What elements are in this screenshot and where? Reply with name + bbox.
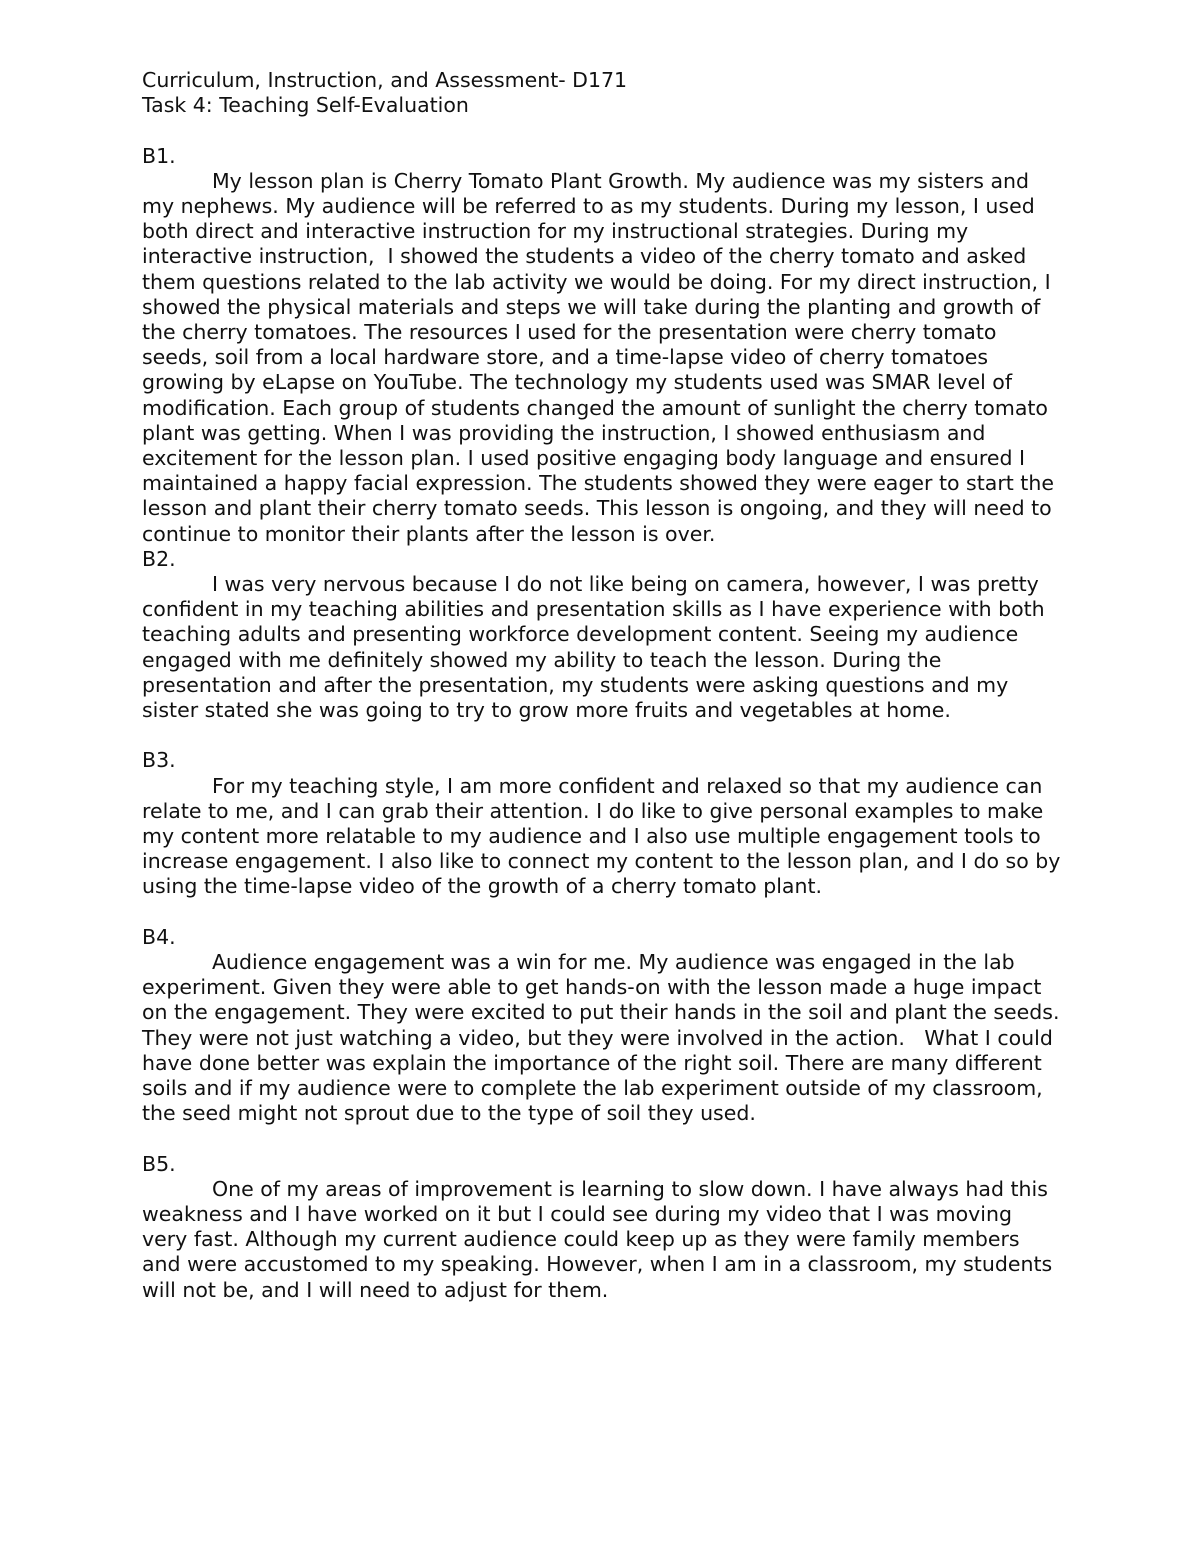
spacer bbox=[142, 1126, 1062, 1151]
section-text-b1: My lesson plan is Cherry Tomato Plant Growth. My audience was my sisters and my nephews. My audience will be referred to as my students. During my lesson, I used both direct and interactive instruction for my instructional strategies. During my interactive instruction, I showed the students a video of the cherry tomato and asked them questions related to the lab activity we would be doing. For my direct instruction, I showed the physical materials and steps we will take during the planting and growth of the cherry tomatoes. The resources I used for the presentation were cherry tomato seeds, soil from a local hardware store, and a time-lapse video of cherry tomatoes growing by eLapse on YouTube. The technology my students used was SMAR level of modification. Each group of students changed the amount of sunlight the cherry tomato plant was getting. When I was providing the instruction, I showed enthusiasm and excitement for the lesson plan. I used positive engaging body language and ensured I maintained a happy facial expression. The students showed they were eager to start the lesson and plant their cherry tomato seeds. This lesson is ongoing, and they will need to continue to monitor their plants after the lesson is over. bbox=[142, 168, 1061, 546]
section-label-b2: B2. bbox=[142, 546, 176, 571]
section-label-b4: B4. bbox=[142, 924, 176, 949]
section-text-b3: For my teaching style, I am more confident and relaxed so that my audience can relate to me, and I can grab their attention. I do like to give personal examples to make my content more relatable to my audience and I also use multiple engagement tools to increase engagement. I also like to connect my content to the lesson plan, and I do so by using the time-lapse video of the growth of a cherry tomato plant. bbox=[142, 773, 1067, 899]
course-title: Curriculum, Instruction, and Assessment- D171 bbox=[142, 68, 628, 92]
section-text-b5: One of my areas of improvement is learning to slow down. I have always had this weakness and I have worked on it but I could see during my video that I was moving very fast. Although my current audience could keep up as they were family members and were accustomed to my speaking. However, when I am in a classroom, my students will not be, and I will need to adjust for them. bbox=[142, 1176, 1059, 1302]
spacer bbox=[142, 900, 1062, 925]
section-text-b4: Audience engagement was a win for me. My audience was engaged in the lab experiment. Given they were able to get hands-on with the lesson made a huge impact on the engagement. They were excited to put their hands in the soil and plant the seeds. They were not just watching a video, but they were involved in the action. What I could have done better was explain the importance of the right soil. There are many different soils and if my audience were to complete the lab experiment outside of my classroom, the seed might not sprout due to the type of soil they used. bbox=[142, 950, 1066, 1126]
task-title: Task 4: Teaching Self-Evaluation bbox=[142, 93, 469, 118]
section-label-b5: B5. bbox=[142, 1151, 176, 1176]
section-text-b2: I was very nervous because I do not like being on camera, however, I was pretty confident in my teaching abilities and presentation skills as I have experience with both teaching adults and presenting workforce development content. Seeing my audience engaged with me definitely showed my ability to teach the lesson. During the presentation and after the presentation, my students were asking questions and my sister stated she was going to try to grow more fruits and vegetables at home. bbox=[142, 572, 1052, 723]
section-label-b1: B1. bbox=[142, 143, 176, 168]
section-label-b3: B3. bbox=[142, 748, 176, 773]
document-page bbox=[142, 68, 1067, 1303]
spacer bbox=[142, 723, 1062, 748]
spacer bbox=[142, 118, 1062, 143]
